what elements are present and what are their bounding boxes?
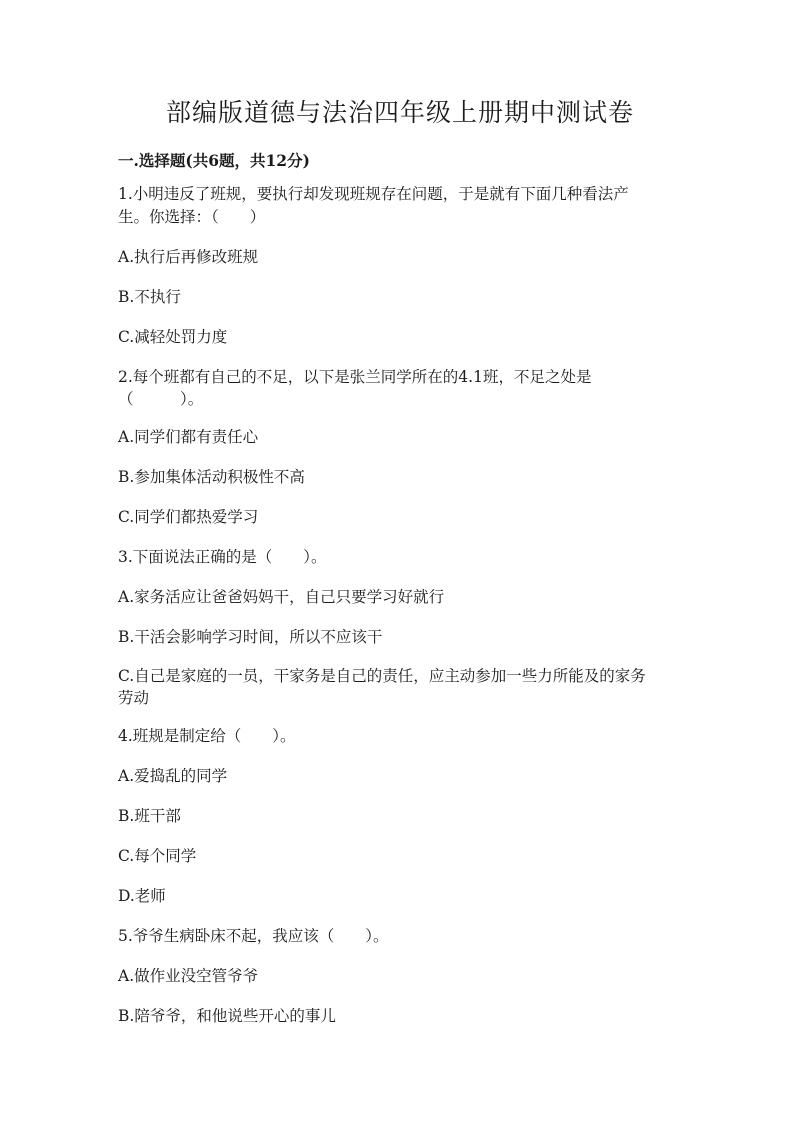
question-3-option-a: A.家务活应让爸爸妈妈干，自己只要学习好就行 [118,588,445,606]
question-2-line-2: （ ）。 [118,390,204,408]
question-2-option-c: C.同学们都热爱学习 [118,508,259,526]
question-4-option-b: B.班干部 [118,807,181,825]
question-3-option-c-line-1: C.自己是家庭的一员，干家务是自己的责任，应主动参加一些力所能及的家务 [118,667,646,685]
question-1-option-a: A.执行后再修改班规 [118,248,259,266]
question-2-option-a: A.同学们都有责任心 [118,428,259,446]
question-4-line-1: 4.班规是制定给（ ）。 [118,727,296,745]
question-2-option-b: B.参加集体活动积极性不高 [118,468,305,486]
section-heading: 一.选择题(共6题，共12分) [118,151,310,170]
question-5-option-b: B.陪爷爷，和他说些开心的事儿 [118,1007,336,1025]
question-5-line-1: 5.爷爷生病卧床不起，我应该（ ）。 [118,927,389,945]
exam-title: 部编版道德与法治四年级上册期中测试卷 [165,98,634,127]
question-1-line-2: 生。你选择：（ ） [118,208,266,226]
question-1-option-c: C.减轻处罚力度 [118,328,228,346]
question-3-line-1: 3.下面说法正确的是（ ）。 [118,548,327,566]
question-4-option-a: A.爱捣乱的同学 [118,767,228,785]
question-4-option-c: C.每个同学 [118,847,197,865]
question-3-option-c-line-2: 劳动 [118,689,150,707]
question-2-line-1: 2.每个班都有自己的不足，以下是张兰同学所在的4.1班，不足之处是 [118,368,592,386]
question-1-line-1: 1.小明违反了班规，要执行却发现班规存在问题，于是就有下面几种看法产 [118,185,629,203]
question-5-option-a: A.做作业没空管爷爷 [118,967,259,985]
question-4-option-d: D.老师 [118,887,166,905]
question-1-option-b: B.不执行 [118,288,181,306]
question-3-option-b: B.干活会影响学习时间，所以不应该干 [118,628,383,646]
